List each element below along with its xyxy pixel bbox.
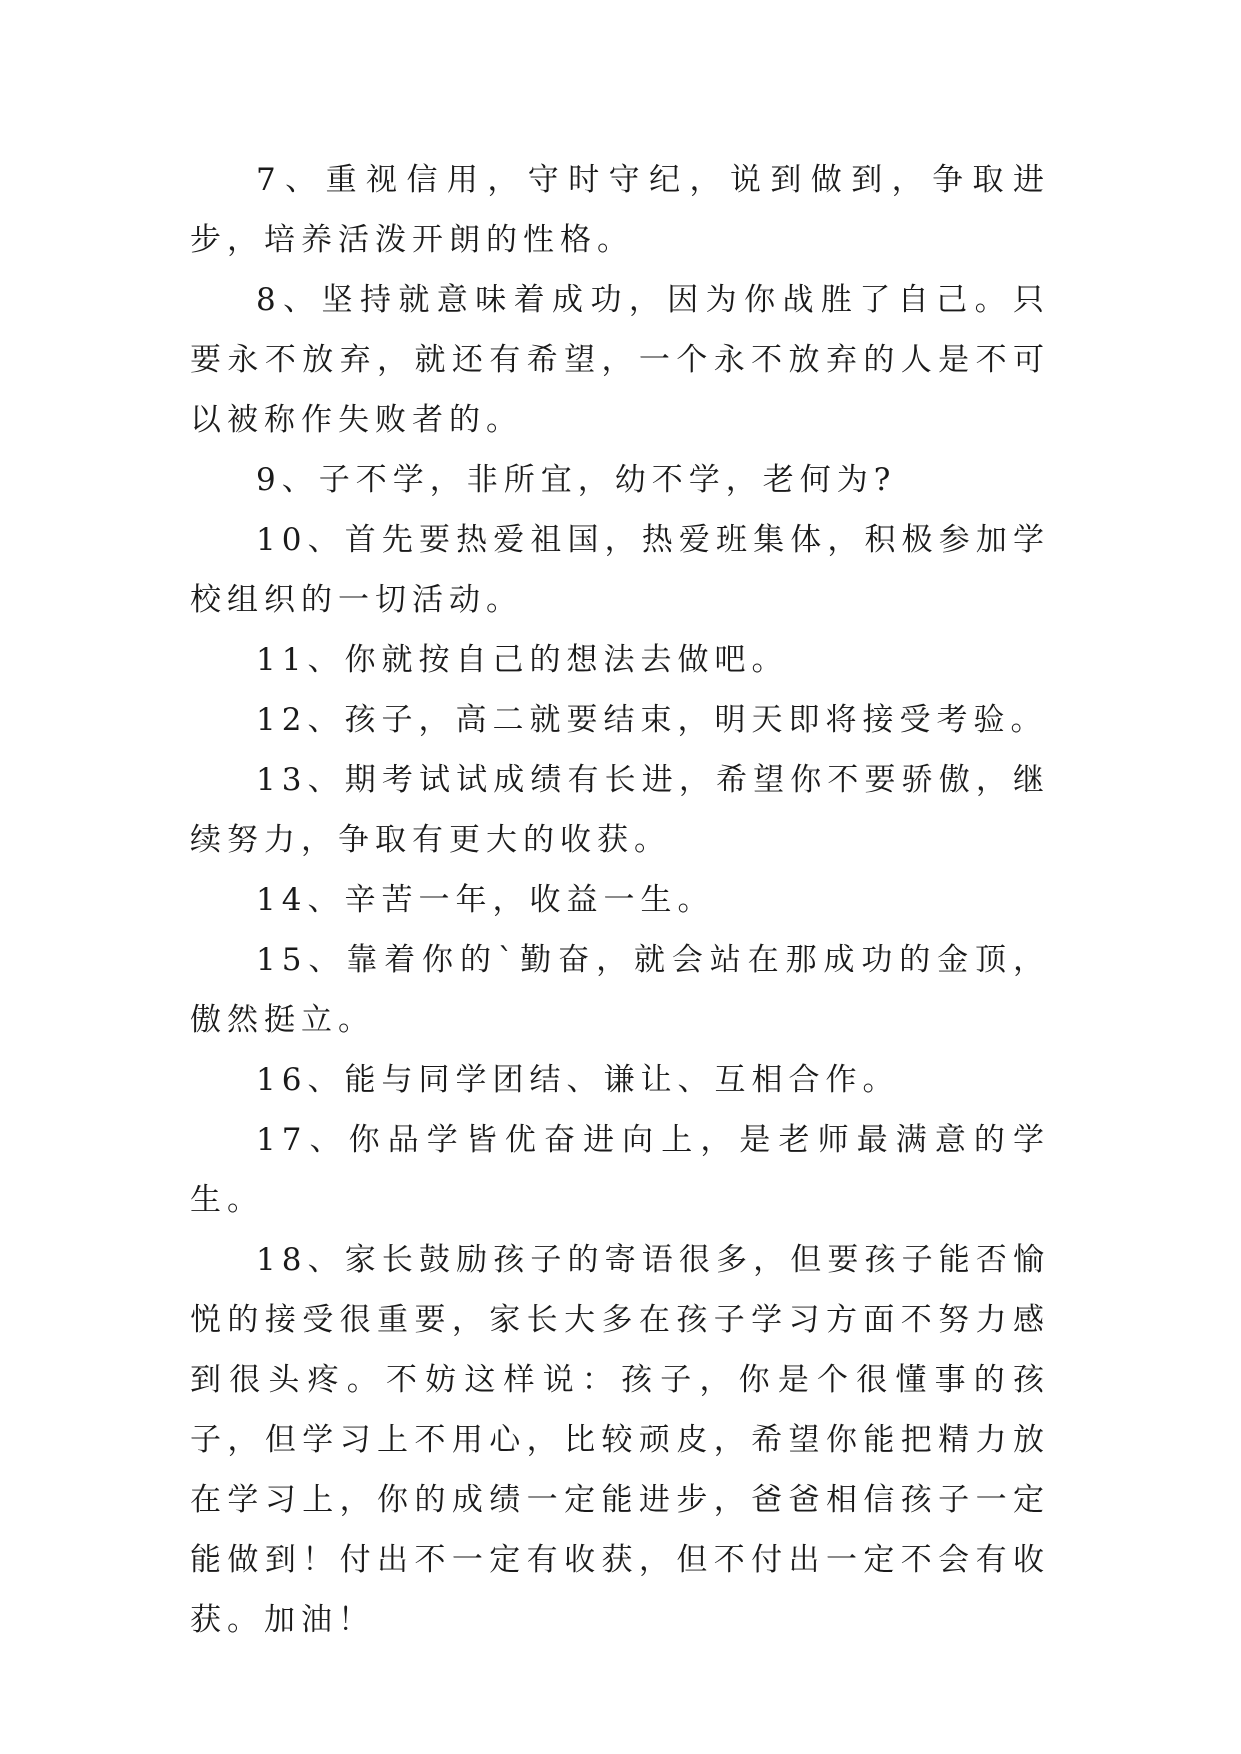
paragraph-8: 8、坚持就意味着成功，因为你战胜了自己。只要永不放弃，就还有希望，一个永不放弃的人是不可以被称作失败者的。 xyxy=(190,282,1050,438)
paragraph-18: 18、家长鼓励孩子的寄语很多，但要孩子能否愉悦的接受很重要，家长大多在孩子学习方面不努力感到很头疼。不妨这样说：孩子，你是个很懂事的孩子，但学习上不用心，比较顽皮，希望你能把精力放在学习上，你的成绩一定能进步，爸爸相信孩子一定能做到！付出不一定有收获，但不付出一定不会有收获。加油！ xyxy=(190,1242,1050,1638)
paragraph-11: 11、你就按自己的想法去做吧。 xyxy=(256,642,789,678)
paragraph-15: 15、靠着你的`勤奋，就会站在那成功的金顶，傲然挺立。 xyxy=(190,942,1050,1038)
paragraph-12: 12、孩子，高二就要结束，明天即将接受考验。 xyxy=(256,702,1048,738)
paragraph-13: 13、期考试试成绩有长进，希望你不要骄傲，继续努力，争取有更大的收获。 xyxy=(190,762,1050,858)
paragraph-17: 17、你品学皆优奋进向上，是老师最满意的学生。 xyxy=(190,1122,1050,1218)
paragraph-10: 10、首先要热爱祖国，热爱班集体，积极参加学校组织的一切活动。 xyxy=(190,522,1050,618)
paragraph-14: 14、辛苦一年，收益一生。 xyxy=(256,882,715,918)
paragraph-9: 9、子不学，非所宜，幼不学，老何为? xyxy=(256,462,897,498)
paragraph-7: 7、重视信用，守时守纪，说到做到，争取进步，培养活泼开朗的性格。 xyxy=(190,162,1050,258)
document-body xyxy=(190,150,1050,1650)
paragraph-16: 16、能与同学团结、谦让、互相合作。 xyxy=(256,1062,900,1098)
